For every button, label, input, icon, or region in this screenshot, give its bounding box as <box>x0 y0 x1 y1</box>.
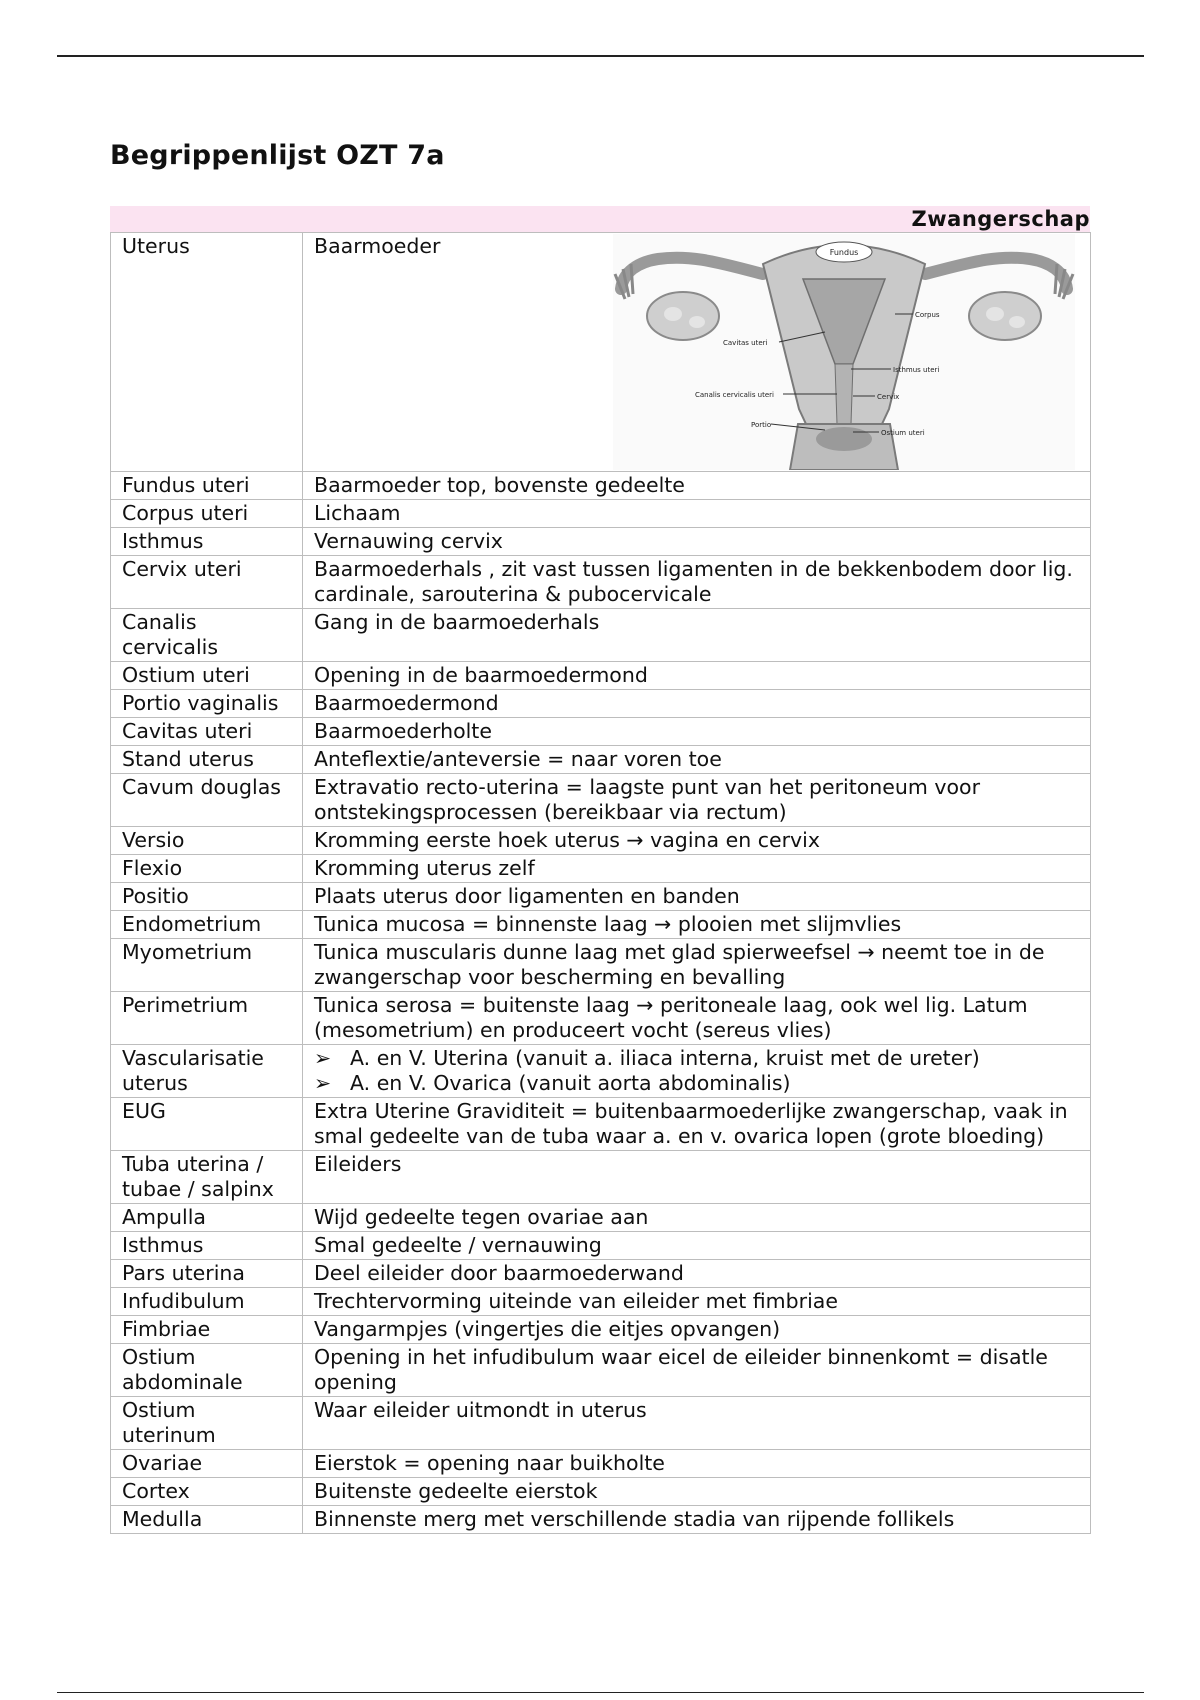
table-row <box>111 746 1091 774</box>
term-cell: Cavitas uteri <box>111 718 303 746</box>
bullet-arrow-icon: ➢ <box>314 1046 332 1070</box>
table-row <box>111 855 1091 883</box>
section-label: Zwangerschap <box>911 207 1090 231</box>
uterus-anatomy-illustration <box>613 234 1075 470</box>
label-isthmus: Isthmus uteri <box>893 366 940 374</box>
definition-cell: Baarmoeder top, bovenste gedeelte <box>303 472 1091 500</box>
definition-cell: Anteflextie/anteversie = naar voren toe <box>303 746 1091 774</box>
glossary-table <box>110 232 1091 1534</box>
term-cell: Ovariae <box>111 1450 303 1478</box>
definition-cell: Baarmoedermond <box>303 690 1091 718</box>
definition-cell <box>303 233 1091 472</box>
table-row <box>111 911 1091 939</box>
definition-cell: Gang in de baarmoederhals <box>303 609 1091 662</box>
label-canalis: Canalis cervicalis uteri <box>695 391 774 399</box>
definition-cell: Baarmoederholte <box>303 718 1091 746</box>
header-rule <box>57 55 1144 57</box>
definition-cell: Vangarmpjes (vingertjes die eitjes opvangen) <box>303 1316 1091 1344</box>
term-cell: Perimetrium <box>111 992 303 1045</box>
definition-cell: Tunica serosa = buitenste laag → peritoneale laag, ook wel lig. Latum (mesometrium) en produceert vocht (sereus vlies) <box>303 992 1091 1045</box>
table-row <box>111 1288 1091 1316</box>
label-corpus: Corpus <box>915 311 940 319</box>
term-cell: Tuba uterina / tubae / salpinx <box>111 1151 303 1204</box>
term-cell: Cavum douglas <box>111 774 303 827</box>
table-row <box>111 1478 1091 1506</box>
definition-cell: Binnenste merg met verschillende stadia van rijpende follikels <box>303 1506 1091 1534</box>
section-header <box>110 206 1090 232</box>
term-cell: Cortex <box>111 1478 303 1506</box>
bullet-item <box>314 1046 1080 1071</box>
label-ostium: Ostium uteri <box>881 429 925 437</box>
definition-cell <box>303 1045 1091 1098</box>
bullet-item <box>314 1071 1080 1096</box>
term-cell: Canalis cervicalis <box>111 609 303 662</box>
table-row <box>111 992 1091 1045</box>
term-cell: Uterus <box>111 233 303 472</box>
table-row <box>111 939 1091 992</box>
table-row <box>111 718 1091 746</box>
definition-cell: Opening in de baarmoedermond <box>303 662 1091 690</box>
definition-cell: Waar eileider uitmondt in uterus <box>303 1397 1091 1450</box>
definition-cell: Opening in het infudibulum waar eicel de eileider binnenkomt = disatle opening <box>303 1344 1091 1397</box>
definition-cell: Smal gedeelte / vernauwing <box>303 1232 1091 1260</box>
term-cell: Flexio <box>111 855 303 883</box>
term-cell: Ostium uterinum <box>111 1397 303 1450</box>
term-cell: Positio <box>111 883 303 911</box>
term-cell: Fimbriae <box>111 1316 303 1344</box>
definition-cell: Buitenste gedeelte eierstok <box>303 1478 1091 1506</box>
term-cell: Versio <box>111 827 303 855</box>
table-row <box>111 662 1091 690</box>
table-row <box>111 1045 1091 1098</box>
term-cell: Ostium uteri <box>111 662 303 690</box>
page-title: Begrippenlijst OZT 7a <box>110 140 445 171</box>
table-row <box>111 609 1091 662</box>
term-cell: Portio vaginalis <box>111 690 303 718</box>
table-row <box>111 774 1091 827</box>
definition-cell: Trechtervorming uiteinde van eileider met fimbriae <box>303 1288 1091 1316</box>
term-cell: Isthmus <box>111 528 303 556</box>
definition-cell: Vernauwing cervix <box>303 528 1091 556</box>
table-row <box>111 1232 1091 1260</box>
footer-rule <box>57 1692 1144 1693</box>
table-row <box>111 528 1091 556</box>
definition-cell: Wijd gedeelte tegen ovariae aan <box>303 1204 1091 1232</box>
label-cervix: Cervix <box>877 393 900 401</box>
table-row <box>111 1204 1091 1232</box>
table-row <box>111 556 1091 609</box>
term-cell: Vascularisatie uterus <box>111 1045 303 1098</box>
definition-cell: Lichaam <box>303 500 1091 528</box>
definition-cell: Tunica muscularis dunne laag met glad spierweefsel → neemt toe in de zwangerschap voor bescherming en bevalling <box>303 939 1091 992</box>
table-row <box>111 1316 1091 1344</box>
term-cell: Fundus uteri <box>111 472 303 500</box>
definition-cell: Kromming uterus zelf <box>303 855 1091 883</box>
term-cell: Isthmus <box>111 1232 303 1260</box>
label-portio: Portio <box>751 421 772 429</box>
table-row <box>111 883 1091 911</box>
definition-cell: Eierstok = opening naar buikholte <box>303 1450 1091 1478</box>
table-row <box>111 1450 1091 1478</box>
bullet-arrow-icon: ➢ <box>314 1071 332 1095</box>
definition-cell: Deel eileider door baarmoederwand <box>303 1260 1091 1288</box>
table-row <box>111 1506 1091 1534</box>
term-cell: Medulla <box>111 1506 303 1534</box>
definition-cell: Kromming eerste hoek uterus → vagina en cervix <box>303 827 1091 855</box>
table-row <box>111 1397 1091 1450</box>
definition-cell: Extravatio recto-uterina = laagste punt van het peritoneum voor ontstekingsprocessen (bereikbaar via rectum) <box>303 774 1091 827</box>
table-row <box>111 1098 1091 1151</box>
term-cell: Cervix uteri <box>111 556 303 609</box>
label-cavitas: Cavitas uteri <box>723 339 768 347</box>
term-cell: Stand uterus <box>111 746 303 774</box>
term-cell: Pars uterina <box>111 1260 303 1288</box>
definition-text: Baarmoeder <box>314 234 441 258</box>
table-row <box>111 827 1091 855</box>
bullet-text: A. en V. Ovarica (vanuit aorta abdominalis) <box>350 1071 791 1095</box>
term-cell: Corpus uteri <box>111 500 303 528</box>
term-cell: Ostium abdominale <box>111 1344 303 1397</box>
term-cell: Infudibulum <box>111 1288 303 1316</box>
table-row <box>111 1260 1091 1288</box>
table-row <box>111 500 1091 528</box>
table-row <box>111 233 1091 472</box>
term-cell: Ampulla <box>111 1204 303 1232</box>
definition-cell: Eileiders <box>303 1151 1091 1204</box>
definition-cell: Extra Uterine Graviditeit = buitenbaarmoederlijke zwangerschap, vaak in smal gedeelte van de tuba waar a. en v. ovarica lopen (grote bloeding) <box>303 1098 1091 1151</box>
table-row <box>111 690 1091 718</box>
definition-cell: Tunica mucosa = binnenste laag → plooien met slijmvlies <box>303 911 1091 939</box>
definition-cell: Baarmoederhals , zit vast tussen ligamenten in de bekkenbodem door lig. cardinale, sarouterina & pubocervicale <box>303 556 1091 609</box>
label-fundus: Fundus <box>829 248 859 257</box>
term-cell: EUG <box>111 1098 303 1151</box>
bullet-text: A. en V. Uterina (vanuit a. iliaca interna, kruist met de ureter) <box>350 1046 980 1070</box>
table-row <box>111 1344 1091 1397</box>
definition-cell: Plaats uterus door ligamenten en banden <box>303 883 1091 911</box>
term-cell: Endometrium <box>111 911 303 939</box>
term-cell: Myometrium <box>111 939 303 992</box>
glossary-body <box>111 233 1091 1534</box>
table-row <box>111 472 1091 500</box>
table-row <box>111 1151 1091 1204</box>
